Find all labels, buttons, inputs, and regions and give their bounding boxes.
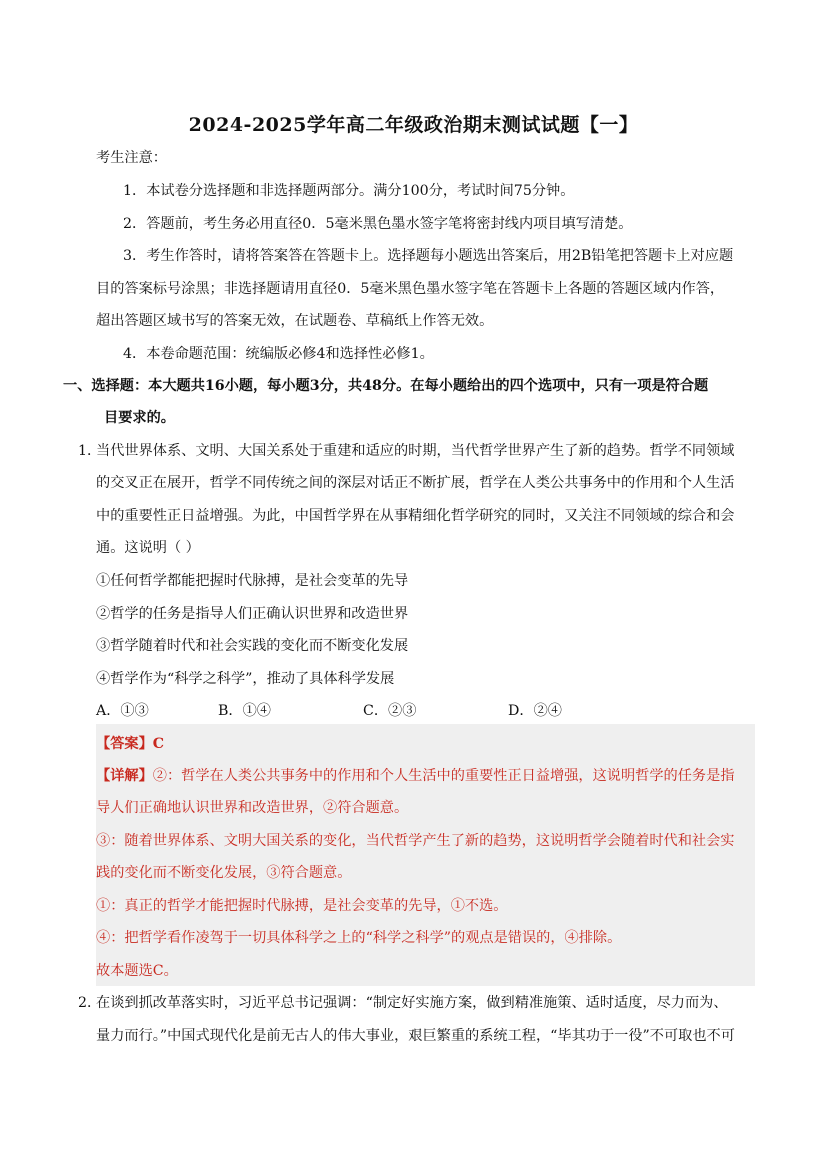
notice-item: 1．本试卷分选择题和非选择题两部分。满分100分，考试时间75分钟。 (123, 183, 575, 199)
section-heading: 一、选择题：本大题共16小题，每小题3分，共48分。在每小题给出的四个选项中，只有一项是符合题 (63, 378, 709, 394)
question-number: 1． (78, 443, 102, 459)
option-b: B．①④ (218, 703, 271, 719)
detail-line (96, 766, 734, 786)
question-stem-line: 通。这说明（ ） (96, 540, 200, 556)
question-stem-line: 的交叉正在展开，哲学不同传统之间的深层对话正不断扩展，哲学在人类公共事务中的作用和个人生活 (96, 475, 735, 491)
detail-line: 导人们正确地认识世界和改造世界，②符合题意。 (96, 800, 409, 816)
question-stem-line: 量力而行。”中国式现代化是前无古人的伟大事业，艰巨繁重的系统工程，“毕其功于一役”不可取也不可 (96, 1028, 735, 1044)
answer-line (96, 734, 164, 754)
option-c: C．②③ (363, 703, 417, 719)
page-title: 2024-2025学年高二年级政治期末测试试题【一】 (188, 114, 639, 136)
option-d: D．②④ (508, 703, 562, 719)
notice-item: 4．本卷命题范围：统编版必修4和选择性必修1。 (123, 346, 434, 362)
option-a: A．①③ (96, 703, 149, 719)
question-stem-line: 在谈到抓改革落实时，习近平总书记强调：“制定好实施方案，做到精准施策、适时适度，尽力而为、 (96, 995, 728, 1011)
notice-item: 超出答题区域书写的答案无效，在试题卷、草稿纸上作答无效。 (96, 313, 494, 329)
detail-label: 【详解】 (96, 768, 153, 784)
detail-line: 故本题选C。 (96, 963, 178, 979)
question-number: 2． (78, 995, 102, 1011)
statement-item: ③哲学随着时代和社会实践的变化而不断变化发展 (96, 638, 409, 654)
question-stem-line: 当代世界体系、文明、大国关系处于重建和适应的时期，当代哲学世界产生了新的趋势。哲学不同领域 (96, 443, 735, 459)
detail-line: ①：真正的哲学才能把握时代脉搏，是社会变革的先导，①不选。 (96, 898, 508, 914)
statement-item: ④哲学作为“科学之科学”，推动了具体科学发展 (96, 671, 395, 687)
question-stem-line: 中的重要性正日益增强。为此，中国哲学界在从事精细化哲学研究的同时，又关注不同领域的综合和会 (96, 508, 735, 524)
notice-heading: 考生注意： (96, 150, 167, 166)
section-heading-cont: 目要求的。 (104, 410, 175, 426)
notice-item: 目的答案标号涂黑；非选择题请用直径0．5毫米黑色墨水签字笔在答题卡上各题的答题区域内作答， (96, 281, 725, 297)
notice-item: 2．答题前，考生务必用直径0．5毫米黑色墨水签字笔将密封线内项目填写清楚。 (123, 216, 633, 232)
notice-item: 3．考生作答时，请将答案答在答题卡上。选择题每小题选出答案后，用2B铅笔把答题卡上对应题 (123, 248, 734, 264)
detail-text: ②：哲学在人类公共事务中的作用和个人生活中的重要性正日益增强，这说明哲学的任务是指 (152, 768, 735, 784)
statement-item: ①任何哲学都能把握时代脉搏，是社会变革的先导 (96, 573, 409, 589)
statement-item: ②哲学的任务是指导人们正确认识世界和改造世界 (96, 606, 409, 622)
detail-line: ④：把哲学看作凌驾于一切具体科学之上的“科学之科学”的观点是错误的，④排除。 (96, 930, 622, 946)
detail-line: ③：随着世界体系、文明大国关系的变化，当代哲学产生了新的趋势，这说明哲学会随着时代和社会实 (96, 833, 735, 849)
answer-value: C (152, 736, 165, 752)
answer-label: 【答案】 (96, 736, 153, 752)
detail-line: 践的变化而不断变化发展，③符合题意。 (96, 865, 352, 881)
